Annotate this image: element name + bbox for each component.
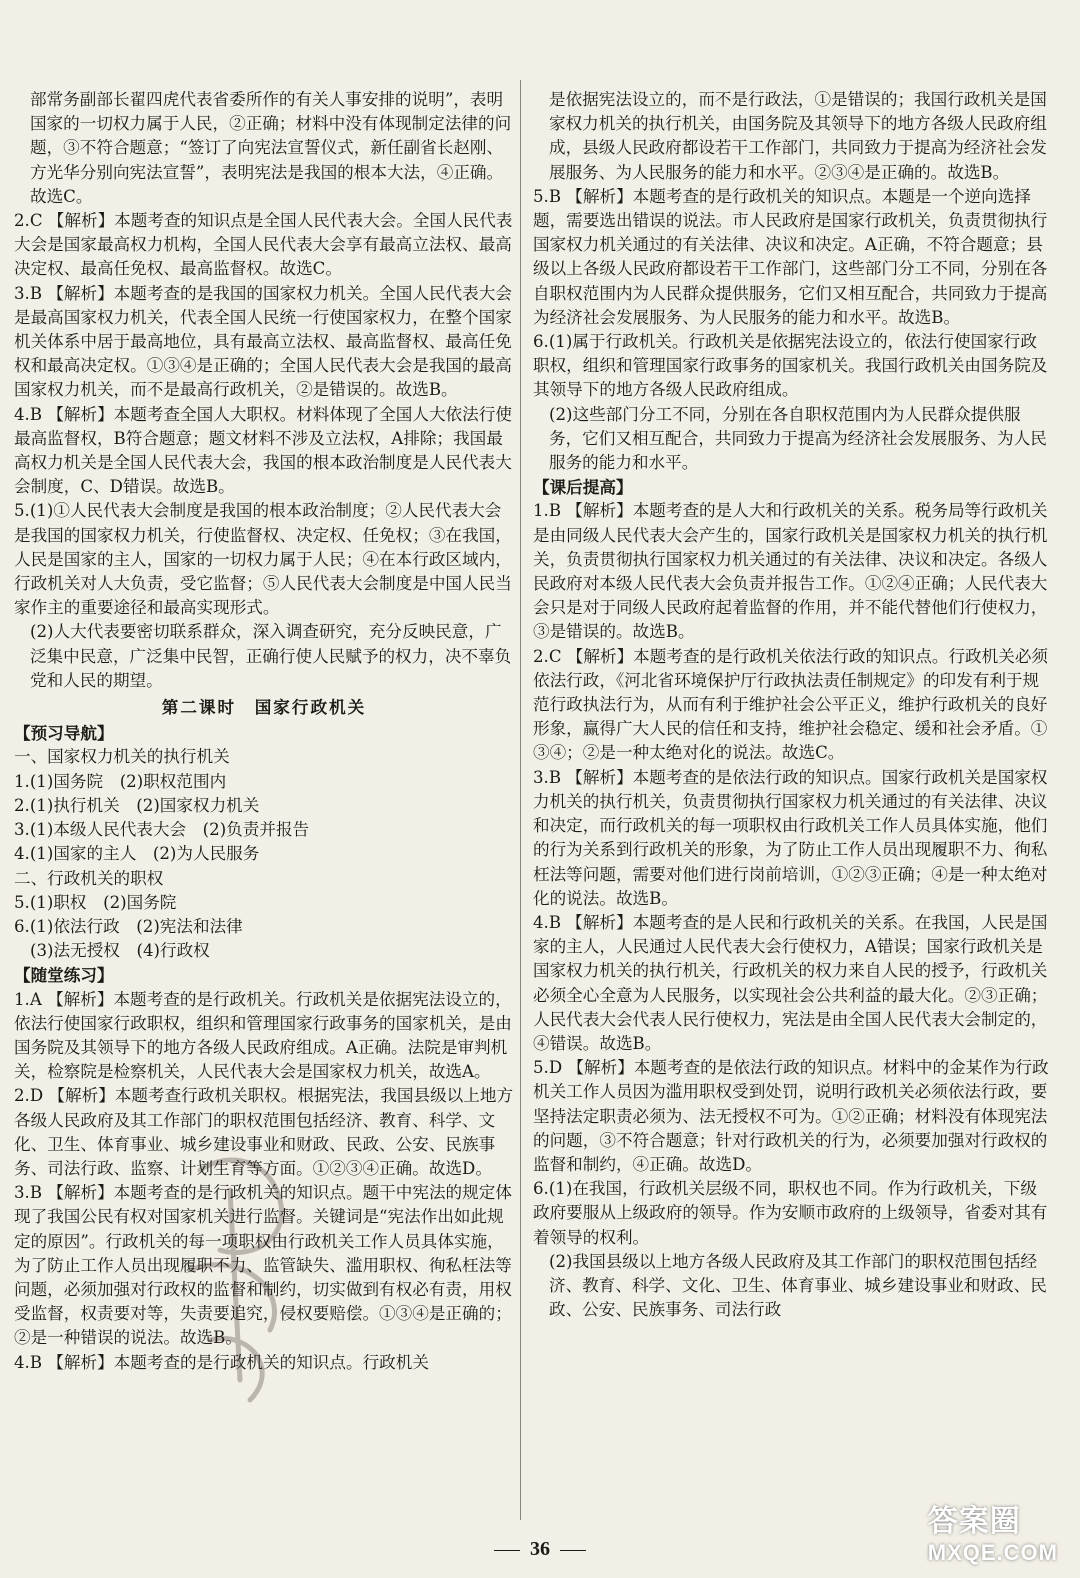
watermark-line1: 答案圈 bbox=[927, 1505, 1021, 1538]
left-column bbox=[14, 88, 514, 1375]
right-paragraph: 是依据宪法设立的，而不是行政法，①是错误的；我国行政机关是国家权力机关的执行机关，由国务院及其领导下的地方各级人民政府组成，县级人民政府都设若干工作部门，共同致力于提高为经济社会发展服务、为人民服务的能力和水平。②③④是正确的。故选B。 bbox=[549, 90, 1047, 182]
page-number bbox=[0, 1538, 1080, 1561]
left-paragraph: 1.A 【解析】本题考查的是行政机关。行政机关是依据宪法设立的，依法行使国家行政职权，组织和管理国家行政事务的国家机关，是由国务院及其领导下的地方各级人民政府组成。A正确。法院是审判机关，检察院是检察机关，人民代表大会是国家权力机关，故选A。 bbox=[14, 989, 512, 1082]
left-paragraph: (2)人大代表要密切联系群众，深入调查研究，充分反映民意，广泛集中民意，广泛集中民智，正确行使人民赋予的权力，决不辜负党和人民的期望。 bbox=[30, 622, 512, 690]
left-paragraph: 4.B 【解析】本题考查的是行政机关的知识点。行政机关 bbox=[14, 1352, 429, 1372]
left-paragraph: 3.B 【解析】本题考查的是我国的国家权力机关。全国人民代表大会是最高国家权力机关，代表全国人民统一行使国家权力，在整个国家机关体系中居于最高地位，具有最高立法权、最高监督权、最高任免权和最高决定权。①③④是正确的；全国人民代表大会是我国的最高国家权力机关，而不是最高行政机关，②是错误的。故选B。 bbox=[14, 283, 512, 400]
left-paragraph: 4.(1)国家的主人 (2)为人民服务 bbox=[14, 844, 260, 864]
column-divider bbox=[520, 80, 521, 1520]
section-heading: 第二课时 国家行政机关 bbox=[161, 697, 367, 718]
left-paragraph: 二、行政机关的职权 bbox=[14, 868, 164, 888]
right-paragraph: 6.(1)属于行政机关。行政机关是依据宪法设立的，依法行使国家行政职权，组织和管理国家行政事务的国家机关。我国行政机关由国务院及其领导下的地方各级人民政府组成。 bbox=[533, 332, 1048, 400]
left-paragraph: 2.C 【解析】本题考查的知识点是全国人民代表大会。全国人民代表大会是国家最高权力机构，全国人民代表大会享有最高立法权、最高决定权、最高任免权、最高监督权。故选C。 bbox=[14, 211, 513, 279]
right-paragraph: 6.(1)在我国，行政机关层级不同，职权也不同。作为行政机关，下级政府要服从上级政府的领导。作为安顺市政府的上级领导，省委对其有着领导的权利。 bbox=[533, 1179, 1048, 1247]
subsection-label: 【课后提高】 bbox=[533, 477, 633, 498]
right-paragraph: 3.B 【解析】本题考查的是依法行政的知识点。国家行政机关是国家权力机关的执行机关，负责贯彻执行国家权力机关通过的有关法律、决议和决定，而行政机关的每一项职权由行政机关工作人员具体实施，他们的行为关系到行政机关的形象，为了防止工作人员出现履职不力、徇私枉法等问题，需要对他们进行岗前培训，①②③正确；④是一种太绝对化的说法。故选B。 bbox=[533, 767, 1048, 908]
left-paragraph: 5.(1)职权 (2)国务院 bbox=[14, 892, 177, 912]
left-paragraph: 部常务副部长翟四虎代表省委所作的有关人事安排的说明”，表明国家的一切权力属于人民，②正确；材料中没有体现制定法律的问题，③不符合题意；“签订了向宪法宣誓仪式，新任副省长赵刚、方光华分别向宪法宣誓”，表明宪法是我国的根本大法，④正确。故选C。 bbox=[30, 90, 512, 206]
right-paragraph: (2)这些部门分工不同，分别在各自职权范围内为人民群众提供服务，它们又相互配合，共同致力于提高为经济社会发展服务、为人民服务的能力和水平。 bbox=[549, 404, 1047, 473]
left-paragraph: 2.D 【解析】本题考查行政机关职权。根据宪法，我国县级以上地方各级人民政府及其工作部门的职权范围包括经济、教育、科学、文化、卫生、体育事业、城乡建设事业和财政、民政、公安、民族事务、司法行政、监察、计划生育等方面。①②③④正确。故选D。 bbox=[14, 1086, 514, 1178]
left-paragraph: 3.B 【解析】本题考查的是行政机关的知识点。题干中宪法的规定体现了我国公民有权对国家机关进行监督。关键词是“宪法作出如此规定的原因”。行政机关的每一项职权由行政机关工作人员具体实施，为了防止工作人员出现履职不力、监管缺失、滥用职权、徇私枉法等问题，必须加强对行政权的监督和制约，切实做到有权必有责，用权受监督，权责要对等，失责要追究，侵权要赔偿。①③④是正确的；②是一种错误的说法。故选B。 bbox=[14, 1183, 512, 1348]
right-paragraph: 2.C 【解析】本题考查的是行政机关依法行政的知识点。行政机关必须依法行政，《河北省环境保护厅行政执法责任制规定》的印发有利于规范行政执法行为，从而有利于维护社会公平正义，维护行政机关的良好形象，赢得广大人民的信任和支持，维护社会稳定、缓和社会矛盾。①③④；②是一种太绝对化的说法。故选C。 bbox=[533, 646, 1049, 763]
page-number-text: 36 bbox=[530, 1538, 550, 1560]
right-paragraph: 5.B 【解析】本题考查的是行政机关的知识点。本题是一个逆向选择题，需要选出错误的说法。市人民政府是国家行政机关，负责贯彻执行国家权力机关通过的有关法律、决议和决定。A正确，不符合题意；县级以上各级人民政府都设若干工作部门，这些部门分工不同，分别在各自职权范围内为人民群众提供服务，它们又相互配合，共同致力于提高为经济社会发展服务、为人民服务的能力和水平。故选B。 bbox=[533, 186, 1048, 327]
watermark-logo bbox=[928, 1496, 1058, 1566]
subsection-label: 【随堂练习】 bbox=[14, 965, 114, 986]
left-paragraph: 3.(1)本级人民代表大会 (2)负责并报告 bbox=[14, 820, 310, 840]
left-paragraph: 一、国家权力机关的执行机关 bbox=[14, 747, 230, 767]
right-paragraph: 4.B 【解析】本题考查的是人民和行政机关的关系。在我国，人民是国家的主人，人民通过人民代表大会行使权力，A错误；国家行政机关是国家权力机关的执行机关，行政机关的权力来自人民的授予，行政机关必须全心全意为人民服务，以实现社会公共利益的最大化。②③正确；人民代表大会代表人民行使权力，宪法是由全国人民代表大会制定的，④错误。故选B。 bbox=[533, 912, 1048, 1053]
left-paragraph: 1.(1)国务院 (2)职权范围内 bbox=[14, 771, 227, 791]
right-paragraph: 1.B 【解析】本题考查的是人大和行政机关的关系。税务局等行政机关是由同级人民代表大会产生的，国家行政机关是国家权力机关的执行机关，负责贯彻执行国家权力机关通过的有关法律、决议和决定。各级人民政府对本级人民代表大会负责并报告工作。①②④正确；人民代表大会只是对于同级人民政府起着监督的作用，并不能代替他们行使权力，③是错误的。故选B。 bbox=[533, 501, 1048, 642]
right-paragraph: 5.D 【解析】本题考查的是依法行政的知识点。材料中的金某作为行政机关工作人员因为滥用职权受到处罚，说明行政机关必须依法行政，要坚持法定职责必须为、法无授权不可为。①②正确；材料没有体现宪法的问题，③不符合题意；针对行政机关的行为，必须要加强对行政权的监督和制约，④正确。故选D。 bbox=[533, 1058, 1049, 1174]
left-paragraph: 6.(1)依法行政 (2)宪法和法律 bbox=[14, 916, 243, 936]
left-paragraph: 2.(1)执行机关 (2)国家权力机关 bbox=[14, 795, 260, 815]
left-paragraph: 4.B 【解析】本题考查全国人大职权。材料体现了全国人大依法行使最高监督权，B符合题意；题文材料不涉及立法权，A排除；我国最高权力机关是全国人民代表大会，我国的根本政治制度是人民代表大会制度，C、D错误。故选B。 bbox=[14, 404, 512, 497]
right-paragraph: (2)我国县级以上地方各级人民政府及其工作部门的职权范围包括经济、教育、科学、文化、卫生、体育事业、城乡建设事业和财政、民政、公安、民族事务、司法行政 bbox=[549, 1251, 1047, 1320]
left-paragraph: (3)法无授权 (4)行政权 bbox=[30, 941, 210, 961]
subsection-label: 【预习导航】 bbox=[14, 723, 114, 744]
left-paragraph: 5.(1)①人民代表大会制度是我国的根本政治制度；②人民代表大会是我国的国家权力机关，行使监督权、决定权、任免权；③在我国，人民是国家的主人，国家的一切权力属于人民；④在本行政区域内，行政机关对人大负责，受它监督；⑤人民代表大会制度是中国人民当家作主的重要途径和最高实现形式。 bbox=[14, 501, 512, 618]
watermark-line2: MXQE.COM bbox=[927, 1540, 1058, 1565]
right-column bbox=[533, 88, 1053, 1322]
